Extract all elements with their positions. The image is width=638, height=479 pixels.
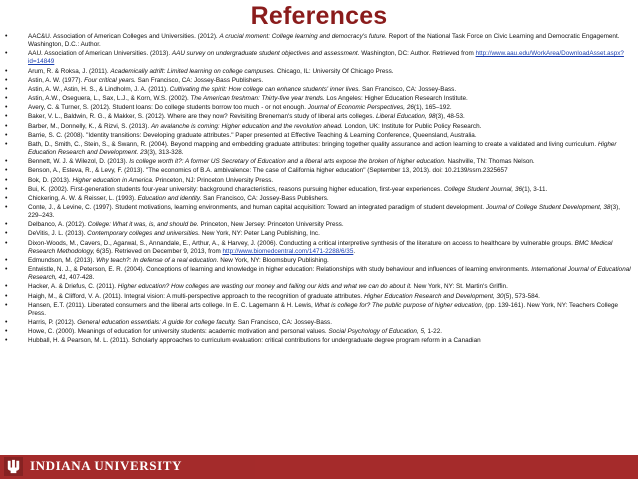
reference-text: New York, NY: Peter Lang Publishing, Inc. bbox=[199, 230, 320, 238]
reference-item bbox=[5, 230, 631, 238]
reference-item bbox=[5, 68, 631, 76]
reference-text: Hacker, A. & Driefus, C. (2011). bbox=[28, 283, 118, 291]
reference-item bbox=[5, 257, 631, 265]
reference-text: Bok, D. (2013). bbox=[28, 176, 73, 184]
reference-link[interactable]: http://www.biomedcentral.com/1471-2288/6/35 bbox=[222, 247, 354, 255]
reference-item bbox=[5, 186, 631, 194]
reference-item bbox=[5, 33, 631, 49]
reference-italic-text: Liberal Education, 98 bbox=[375, 113, 436, 121]
reference-text: New York, NY: St. Martin's Griffin. bbox=[411, 283, 508, 291]
reference-item bbox=[5, 328, 631, 336]
reference-italic-text: Why teach?: In defense of a real education. bbox=[96, 256, 219, 264]
reference-text: Entwistle, N. J., & Peterson, E. R. (2004). Conceptions of learning and knowledge in higher education: Relationships with study behaviour and influences of learning environments. bbox=[28, 266, 532, 274]
reference-text: Princeton, NJ: Princeton University Press. bbox=[153, 176, 274, 184]
reference-italic-text: Social Psychology of Education, 5, bbox=[328, 328, 426, 336]
reference-text: Chicago, IL: University Of Chicago Press. bbox=[275, 67, 394, 75]
reference-text: Astin, A. W. (1977). bbox=[28, 76, 85, 84]
reference-text: AAC&U. Association of American Colleges and Universities. (2012). bbox=[28, 33, 220, 40]
reference-text: Baker, V. L., Baldwin, R. G., & Makker, S. (2012). Where are they now? Revisiting Breneman's study of liberal arts colleges. bbox=[28, 113, 376, 121]
reference-text: Astin, A.W., Oseguera, L., Sax, L.J., & Korn, W.S. (2002). bbox=[28, 95, 191, 103]
reference-italic-text: Higher Education Research and Development. 23 bbox=[28, 140, 617, 157]
reference-item bbox=[5, 86, 631, 94]
reference-text: Bui, K. (2002). First-generation students four-year university: background characteristics, reasons pursuing higher education, first-year experiences. bbox=[28, 185, 444, 193]
reference-link[interactable]: http://www.aau.edu/WorkArea/DownloadAsset.aspx?id=14849 bbox=[28, 50, 624, 66]
reference-text: San Francisco, CA: Jossey-Bass Publishers. bbox=[201, 194, 329, 202]
reference-italic-text: A crucial moment: College learning and democracy's future. bbox=[219, 33, 387, 40]
reference-text: Dixon-Woods, M., Cavers, D., Agarwal, S., Annandale, E., Arthur, A., & Harvey, J. (2006). Conducting a critical interpretive synthesis of the literature on access to healthcare by vulnerable groups. bbox=[28, 239, 575, 247]
reference-item bbox=[5, 266, 631, 282]
reference-text: (pp. 139-161). New York, NY: Teachers College Press. bbox=[28, 301, 619, 317]
reference-item bbox=[5, 204, 631, 220]
reference-text: (1), 3-11. bbox=[522, 185, 548, 193]
reference-item bbox=[5, 319, 631, 327]
reference-italic-text: Contemporary colleges and universities. bbox=[87, 230, 200, 238]
iu-trident-icon bbox=[4, 457, 23, 476]
reference-text: Washington, DC: Author. Retrieved from bbox=[359, 50, 476, 58]
reference-text: London, UK: Institute for Public Policy Research. bbox=[342, 122, 482, 130]
reference-item bbox=[5, 158, 631, 166]
reference-italic-text: Journal of College Student Development, 38 bbox=[485, 203, 611, 211]
reference-text: Astin, A. W., Astin, H. S., & Lindholm, J. A. (2011). bbox=[28, 85, 170, 93]
reference-item bbox=[5, 132, 631, 140]
reference-text: Arum, R. & Roksa, J. (2011). bbox=[28, 67, 111, 75]
reference-text: Barrie, S. C. (2008). "Identity transitions: Developing graduate attributes." Paper presented at Effective Teaching & Learning Conference, Queensland, Australia. bbox=[28, 131, 477, 139]
reference-text: Barber, M., Donnelly, K., & Rizvi, S. (2013). bbox=[28, 122, 151, 130]
reference-italic-text: Higher Education Research and Development, 30 bbox=[363, 292, 504, 300]
reference-text: (3), 229–243. bbox=[28, 203, 620, 220]
reference-text: . bbox=[353, 247, 356, 255]
reference-italic-text: What is college for? The public purpose of higher education, bbox=[314, 301, 484, 309]
reference-text: Hansen, E.T. (2011). Liberated consumers and the liberal arts college. In E. C. Lagemann & H. Lewis, bbox=[28, 301, 315, 309]
reference-text: Haigh, M., & Clifford, V. A. (2011). Integral vision: A multi-perspective approach to the recognition of graduate attributes. bbox=[28, 292, 364, 300]
reference-italic-text: The American freshman: Thirty-five year trends. bbox=[190, 95, 325, 103]
reference-italic-text: Higher education in America. bbox=[72, 176, 154, 184]
reference-text: San Francisco, CA: Jossey-Bass. bbox=[236, 319, 332, 326]
reference-text: Los Angeles: Higher Education Research Institute. bbox=[324, 95, 468, 103]
footer-bar bbox=[0, 455, 638, 479]
reference-text: Delbanco, A. (2012). bbox=[28, 221, 88, 229]
reference-item bbox=[5, 113, 631, 121]
reference-text: Harris, P. (2012). bbox=[28, 319, 78, 326]
reference-text: San Francisco, CA: Jossey-Bass Publishers. bbox=[135, 76, 264, 84]
reference-item bbox=[5, 195, 631, 203]
reference-item bbox=[5, 104, 631, 112]
reference-text: AAU. Association of American Universities. (2013). bbox=[28, 50, 172, 58]
reference-italic-text: College: What it was, is, and should be. bbox=[87, 221, 199, 229]
reference-italic-text: Higher education? How colleges are wasting our money and failing our kids and what we can do about it. bbox=[117, 283, 412, 291]
reference-text: Bath, D., Smith, C., Stein, S., & Swann, R. (2004). Beyond mapping and embedding graduate attributes: bringing together quality assurance and action learning to create a validated and living curriculum. bbox=[28, 140, 598, 148]
reference-text: Edmundson, M. (2013). bbox=[28, 256, 97, 264]
reference-italic-text: International Journal of Educational Research, 41, bbox=[28, 266, 631, 282]
reference-text: Hubball, H. & Pearson, M. L. (2011). Scholarly approaches to curriculum evaluation: critical contributions for undergraduate degree program reform in a Canadian bbox=[28, 337, 481, 345]
reference-text: San Francisco, CA: Jossey-Bass. bbox=[360, 85, 457, 93]
reference-text: (1), 165–192. bbox=[413, 104, 452, 112]
reference-text: Nashville, TN: Thomas Nelson. bbox=[445, 158, 535, 166]
reference-text: Chickering, A. W. & Reisser, L. (1993). bbox=[28, 194, 138, 202]
reference-text: Bennett, W. J. & Wilezol, D. (2013). bbox=[28, 158, 130, 166]
reference-item bbox=[5, 302, 631, 318]
reference-text: Howe, C. (2000). Meanings of education for university students: academic motivation and personal values. bbox=[28, 328, 329, 336]
reference-italic-text: Cultivating the spirit: How college can enhance students' inner lives. bbox=[169, 85, 361, 93]
reference-italic-text: AAU survey on undergraduate student objectives and assessment. bbox=[171, 50, 360, 58]
reference-item bbox=[5, 123, 631, 131]
page-title: References bbox=[250, 2, 388, 30]
reference-text: Conte, J., & Levine, C. (1997). Student motivations, learning environments, and human capital acquisition: Toward an integrated paradigm of student development. bbox=[28, 203, 486, 211]
reference-text: 1-22. bbox=[425, 328, 442, 336]
reference-text: (5), 573-584. bbox=[503, 292, 540, 300]
reference-italic-text: BMC Medical Research Methodology, bbox=[28, 239, 613, 255]
reference-item bbox=[5, 141, 631, 157]
reference-list bbox=[5, 33, 631, 346]
reference-italic-text: Academically adrift: Limited learning on college campuses. bbox=[110, 67, 276, 75]
reference-item bbox=[5, 77, 631, 85]
reference-item bbox=[5, 221, 631, 229]
reference-italic-text: Education and identity. bbox=[137, 194, 202, 202]
reference-item bbox=[5, 167, 631, 175]
reference-item bbox=[5, 95, 631, 103]
reference-text: Report of the National Task Force on Civic Learning and Democratic Engagement. Washington, D.C.: Author. bbox=[28, 33, 620, 49]
reference-italic-text: General education essentials: A guide for college faculty. bbox=[77, 319, 237, 326]
reference-italic-text: Is college worth it?: A former US Secretary of Education and a liberal arts expose the broken of higher education. bbox=[129, 158, 446, 166]
reference-italic-text: Journal of Economic Perspectives, 26 bbox=[307, 104, 414, 112]
reference-text: 407-428. bbox=[67, 274, 95, 282]
reference-item bbox=[5, 177, 631, 185]
reference-text: Benson, A., Esteva, R., & Levy, F. (2013). "The economics of B.A. ambivalence: The case of California higher education" (September 13, 2013). doi: 10.2139/ssrn.2325657 bbox=[28, 167, 508, 175]
reference-italic-text: An avalanche is coming: Higher education and the revolution ahead. bbox=[150, 122, 343, 130]
reference-italic-text: College Student Journal, 36 bbox=[443, 185, 523, 193]
reference-item bbox=[5, 240, 631, 256]
reference-text: (3), 48-53. bbox=[435, 113, 465, 121]
brand-wordmark: INDIANA UNIVERSITY bbox=[30, 458, 183, 473]
reference-text: 6(35). Retrieved on December 9, 2013, from bbox=[94, 247, 223, 255]
reference-text: Avery, C. & Turner, S. (2012). Student loans: Do college students borrow too much - or not enough. bbox=[28, 104, 308, 112]
reference-text: (3), 313-328. bbox=[147, 149, 184, 157]
reference-text: New York, NY: Bloomsbury Publishing. bbox=[218, 256, 329, 264]
reference-item bbox=[5, 283, 631, 291]
reference-italic-text: Four critical years. bbox=[84, 76, 136, 84]
reference-item bbox=[5, 50, 631, 66]
reference-item bbox=[5, 293, 631, 301]
reference-text: Princeton, New Jersey: Princeton University Press. bbox=[198, 221, 344, 229]
reference-text: DeVitis, J. L. (2013). bbox=[28, 230, 88, 238]
reference-item bbox=[5, 337, 631, 345]
